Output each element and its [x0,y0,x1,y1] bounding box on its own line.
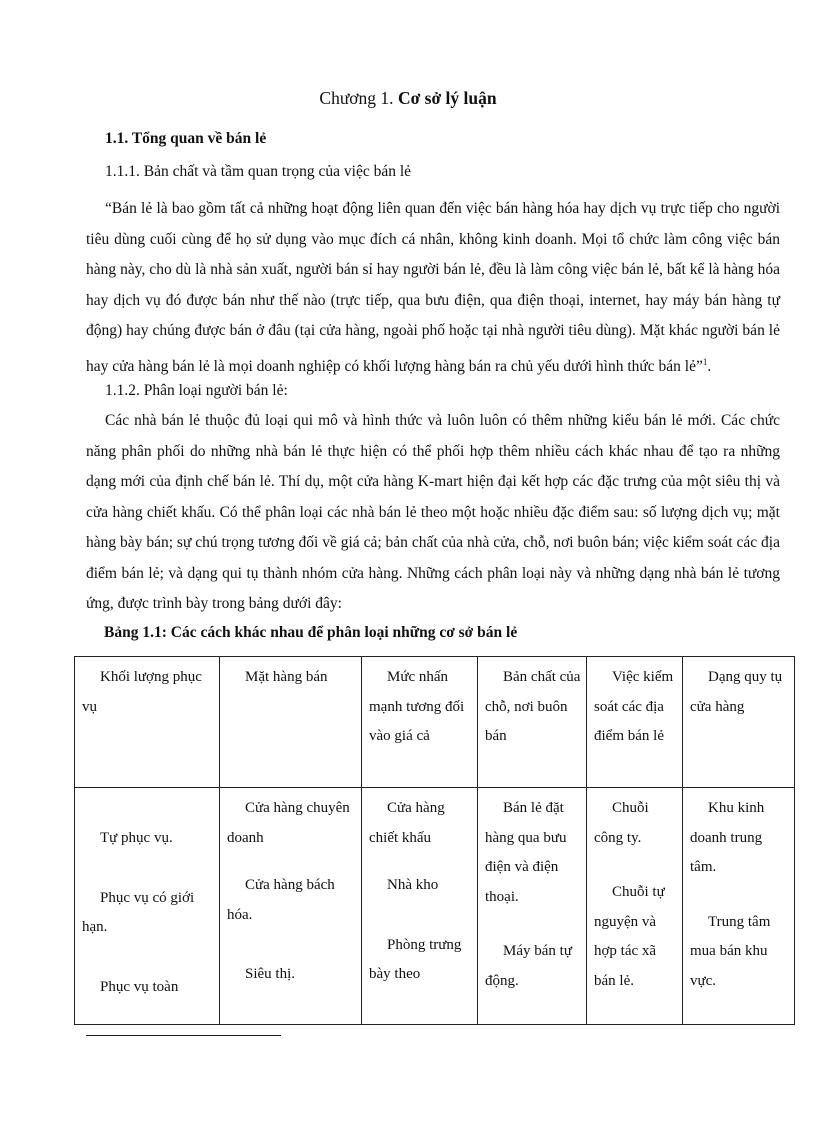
cell-item: Chuỗi tự nguyện và hợp tác xã bán lẻ. [594,884,665,989]
chapter-title [0,88,816,109]
paragraph-retail-definition [86,194,780,382]
chapter-name: Cơ sở lý luận [397,88,497,108]
table-cell [683,788,795,1025]
paragraph-end: . [707,357,712,375]
cell-item: Chuỗi công ty. [594,800,649,846]
table-row [75,788,795,1025]
paragraph-text: “Bán lẻ là bao gồm tất cả những hoạt động liên quan đến việc bán hàng hóa hay dịch vụ trực tiếp cho người tiêu dùng cuối cùng để họ sử dụng vào mục đích cá nhân, không kinh doanh. Mọi tổ chức làm công việc bán hàng này, cho dù là nhà sản xuất, người bán sỉ hay người bán lẻ, đều là làm công việc bán lẻ, bất kể là hàng hóa hay dịch vụ đó được bán như thế nào (trực tiếp, qua bưu điện, qua điện thoại, internet, hay máy bán hàng tự động) hay chúng được bán ở đâu (tại cửa hàng, ngoài phố hoặc tại nhà người tiêu dùng). Mặt khác người bán lẻ hay cửa hàng bán lẻ là mọi doanh nghiệp có khối lượng hàng bán ra chủ yếu dưới hình thức bán lẻ” [86,200,780,375]
header-cell: Bản chất của chỗ, nơi buôn bán [478,657,587,788]
cell-item: Cửa hàng chiết khấu [369,800,445,846]
section-heading-1-1-1: 1.1.1. Bản chất và tầm quan trọng của việc bán lẻ [105,163,412,180]
table-caption: Bảng 1.1: Các cách khác nhau để phân loại những cơ sở bán lẻ [104,624,518,641]
table-cell [220,788,362,1025]
header-cell: Mức nhấn mạnh tương đối vào giá cả [362,657,478,788]
table-cell [587,788,683,1025]
cell-item: Siêu thị. [245,966,296,982]
table-cell [75,788,220,1025]
table-cell [478,788,587,1025]
cell-item: Cửa hàng bách hóa. [227,877,335,923]
table-cell [362,788,478,1025]
cell-item: Máy bán tự động. [485,943,572,989]
section-heading-1-1-2: 1.1.2. Phân loại người bán lẻ: [105,382,288,399]
header-cell: Mặt hàng bán [220,657,362,788]
cell-item: Phục vụ toàn [100,978,179,995]
footnote-separator [86,1035,281,1036]
header-cell: Việc kiểm soát các địa điểm bán lẻ [587,657,683,788]
cell-item: Trung tâm mua bán khu vực. [690,913,771,989]
table-header-row [75,657,795,788]
cell-item: Khu kinh doanh trung tâm. [690,800,765,875]
footnote-reference[interactable]: 1 [702,356,708,367]
classification-table [74,656,795,1025]
header-cell: Dạng quy tụ cửa hàng [683,657,795,788]
cell-item: Nhà kho [387,877,439,893]
cell-item: Phục vụ có giới hạn. [82,889,195,935]
cell-item: Cửa hàng chuyên doanh [227,800,350,846]
cell-item: Phòng trưng bày theo [369,936,462,982]
section-heading-1-1: 1.1. Tổng quan về bán lẻ [105,130,267,147]
chapter-prefix: Chương 1. [319,88,398,108]
header-cell: Khối lượng phục vụ [75,657,220,788]
cell-item: Tự phục vụ. [100,830,173,846]
paragraph-retailer-classification: Các nhà bán lẻ thuộc đủ loại qui mô và hình thức và luôn luôn có thêm những kiểu bán lẻ mới. Các chức năng phân phối do những nhà bán lẻ thực hiện có thể phối hợp thêm nhiều cách khác nhau để tạo ra những dạng mới của định chế bán lẻ. Thí dụ, một cửa hàng K-mart hiện đại kết hợp các đặc trưng của một siêu thị và cửa hàng chiết khấu. Có thể phân loại các nhà bán lẻ theo một hoặc nhiều đặc điểm sau: số lượng dịch vụ; mặt hàng bày bán; sự chú trọng tương đối về giá cả; bản chất của nhà cửa, chỗ, nơi buôn bán; việc kiểm soát các địa điểm bán lẻ; và dạng qui tụ thành nhóm cửa hàng. Những cách phân loại này và những dạng nhà bán lẻ tương ứng, được trình bày trong bảng dưới đây: [86,412,780,612]
cell-item: Bán lẻ đặt hàng qua bưu điện và điện thoại. [485,800,567,905]
